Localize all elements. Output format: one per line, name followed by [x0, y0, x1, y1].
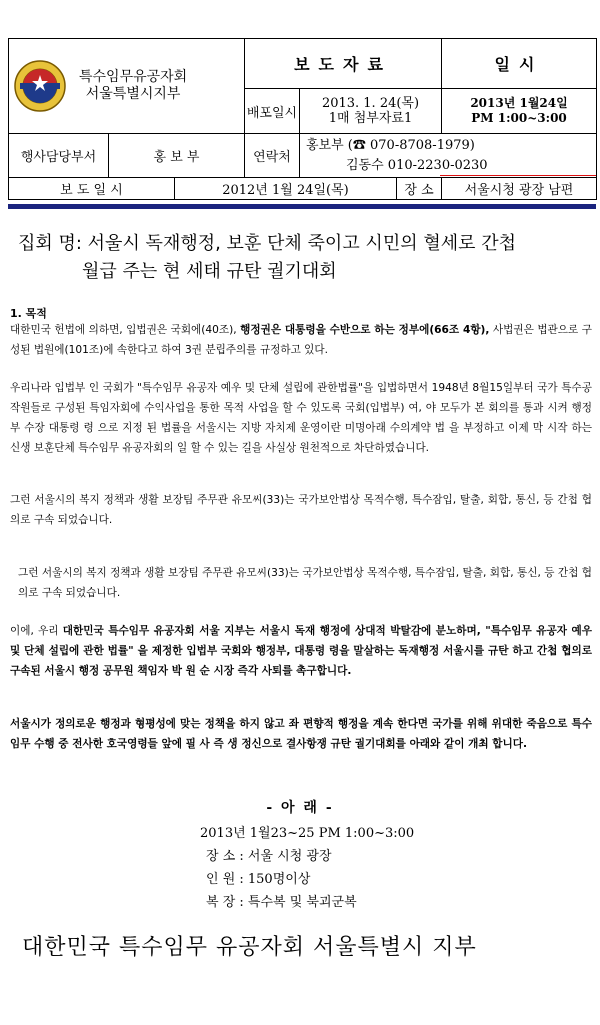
distribution-date: 2013. 1. 24(목) — [321, 96, 420, 111]
event-date: 2013년 1월24일 — [470, 96, 568, 110]
paragraph-2: 우리나라 입법부 인 국회가 "특수임무 유공자 예우 및 단체 설립에 관한법률"을 입법하면서 1948년 8월15일부터 국가 특수공작원들로 구성된 특임자회에 수익사업을 통한 목적 사업을 할 수 있도록 국회(입법부) 여, 야 모두가 본 회의를 통과 시켜 행정부 수장 대통령 령 으로 지정 된 법률을 서울시는 지방 자치제 운영이란 미명아래 수의계약 법 을 부정하고 이제 막 시작 하는 신생 보훈단체 특수임무 유공자회의 일 할 수 있는 길을 사실상 원천적으로 차단하였습니다. — [10, 382, 592, 454]
paragraph-1 — [10, 320, 592, 360]
org-cell — [9, 39, 245, 134]
title-cell — [245, 39, 442, 89]
dept-value: 홍 보 부 — [109, 134, 245, 178]
place-label: 장 소 — [397, 178, 442, 200]
report-date-value: 2012년 1월 24일(목) — [175, 178, 397, 200]
p1-part-a: 대한민국 헌법에 의하면, 입법권은 국회에(40조), — [10, 324, 241, 336]
p1-part-b: 행정권은 대통령을 수반으로 하는 정부에(66조 4항), — [240, 324, 490, 336]
detail-place: 장 소 : 서울 시청 광장 — [206, 849, 332, 864]
event-time: PM 1:00~3:00 — [471, 111, 567, 125]
headline-line2: 월급 주는 현 세태 규탄 궐기대회 — [82, 261, 337, 282]
report-date-label: 보 도 일 시 — [9, 178, 175, 200]
distribution-label: 배포일시 — [245, 89, 300, 134]
detail-when: 2013년 1월23~25 PM 1:00~3:00 — [200, 826, 415, 841]
accent-bar — [8, 204, 596, 209]
org-name-line1: 특수임무유공자회 — [79, 69, 188, 85]
contact-line2: 김동수 010-2230-0230 — [346, 157, 488, 173]
place-value: 서울시청 광장 남편 — [442, 178, 597, 200]
paragraph-4: 그런 서울시의 복지 정책과 생활 보장팀 주무관 유모씨(33)는 국가보안법상 목적수행, 특수잠입, 탈출, 회합, 통신, 등 간첩 협의로 구속 되었습니다. — [18, 567, 592, 599]
event-details — [200, 822, 414, 914]
headline — [18, 230, 588, 286]
distribution-attachment: 1매 첨부자료1 — [328, 111, 413, 126]
footer-org: 대한민국 특수임무 유공자회 서울특별시 지부 — [22, 935, 477, 960]
p5-part-b: 대한민국 특수임무 유공자회 서울 지부는 서울시 독재 행정에 상대적 박탈감에 분노하며, "특수임무 유공자 예우 및 단체 설립에 관한 법률" 을 제정한 입법부 국회와 행정부, 대통령 령을 말살하는 독재행정 서울시를 규탄 하고 간첩 협의로 구속된 서울시 행정 공무원 책임자 박 원 순 시장 즉각 사퇴를 촉구합니다. — [10, 625, 592, 677]
contact-label: 연락처 — [245, 134, 300, 178]
p1-part-c: 사법권은 법관으로 구성된 법원에(101조)에 속한다고 하여 3권 분립주의를 규정하고 있다. — [10, 324, 592, 356]
section-title: 1. 목적 — [10, 307, 47, 320]
dept-label: 행사담당부서 — [9, 134, 109, 178]
org-name-line2: 서울특별시지부 — [85, 86, 181, 102]
date-value — [442, 89, 597, 134]
date-header-cell — [442, 39, 597, 89]
paragraph-6: 서울시가 정의로운 행정과 형평성에 맞는 정책을 하지 않고 좌 편향적 행정을 계속 한다면 국가를 위해 위대한 죽음으로 특수임무 수행 중 전사한 호국영령들 앞에 필 사 즉 생 정신으로 결사항쟁 규탄 궐기대회를 아래와 같이 개최 합니다. — [10, 718, 592, 750]
date-header: 일시 — [494, 55, 544, 74]
contact-underline — [440, 175, 596, 176]
page-title: 보도자료 — [294, 55, 392, 74]
emblem-logo-icon — [13, 59, 67, 113]
paragraph-5 — [10, 621, 592, 681]
headline-line1: 집회 명: 서울시 독재행정, 보훈 단체 죽이고 시민의 혈세로 간첩 — [18, 233, 516, 254]
notice-title: - 아 래 - — [266, 800, 334, 816]
distribution-value — [300, 89, 442, 134]
paragraph-3: 그런 서울시의 복지 정책과 생활 보장팀 주무관 유모씨(33)는 국가보안법상 목적수행, 특수잠입, 탈출, 회합, 통신, 등 간첩 협의로 구속 되었습니다. — [10, 494, 592, 526]
detail-attire: 복 장 : 특수복 및 북괴군복 — [206, 895, 357, 910]
contact-value — [300, 134, 597, 178]
contact-line1: 홍보부 (☎ 070-8708-1979) — [306, 137, 475, 153]
detail-people: 인 원 : 150명이상 — [206, 872, 311, 887]
p5-part-a: 이에, 우리 — [10, 625, 63, 637]
